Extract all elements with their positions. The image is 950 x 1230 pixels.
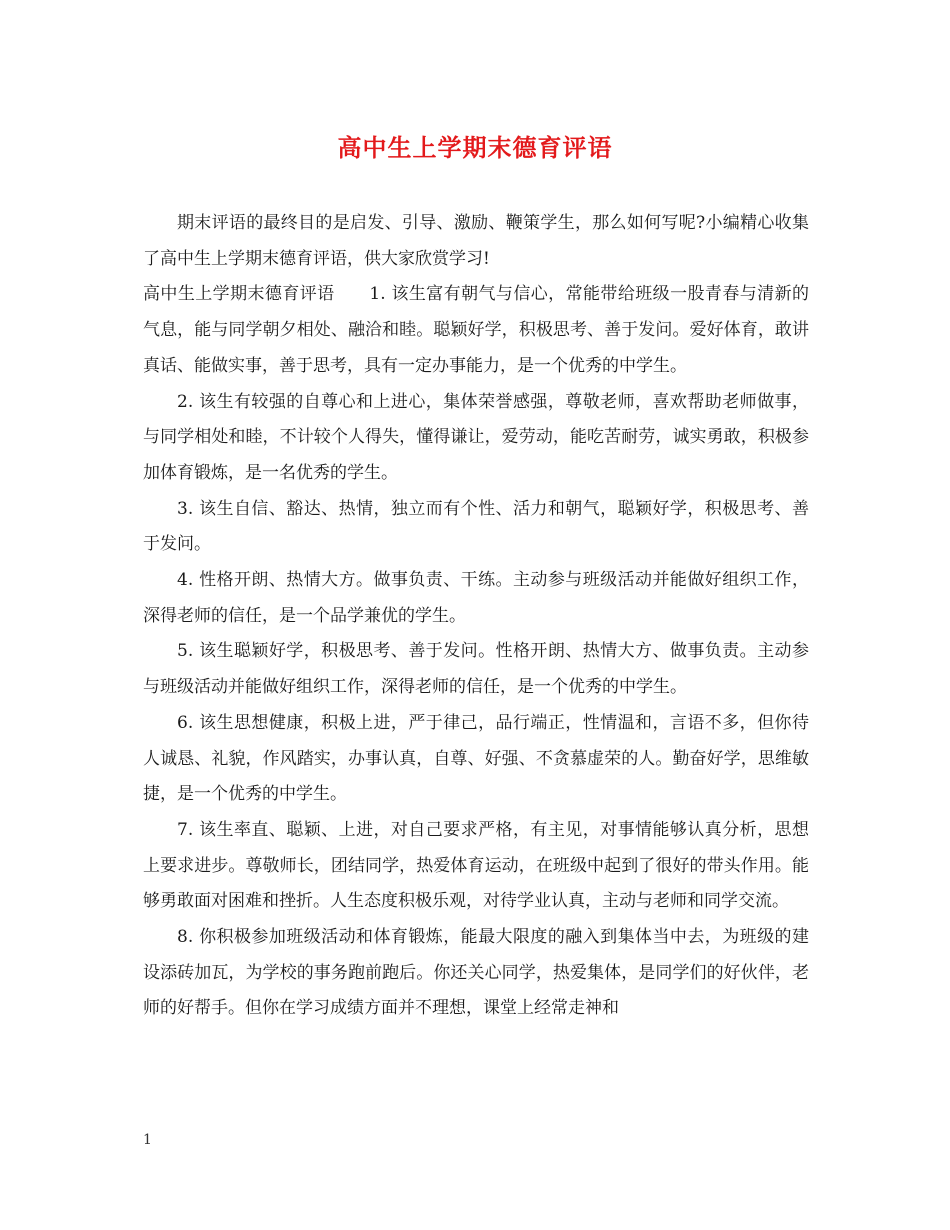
intro-paragraph: 期末评语的最终目的是启发、引导、激励、鞭策学生，那么如何写呢?小编精心收集了高中生上学期末德育评语，供大家欣赏学习! [143,213,809,269]
page-number: 1 [143,1132,152,1148]
list-item-4: 4. 性格开朗、热情大方。做事负责、干练。主动参与班级活动并能做好组织工作，深得老师的信任，是一个品学兼优的学生。 [143,570,809,626]
list-item-3: 3. 该生自信、豁达、热情，独立而有个性、活力和朝气，聪颖好学，积极思考、善于发问。 [143,498,809,555]
list-item-8: 8. 你积极参加班级活动和体育锻炼，能最大限度的融入到集体当中去，为班级的建设添砖加瓦，为学校的事务跑前跑后。你还关心同学，热爱集体，是同学们的好伙伴，老师的好帮手。但你在学习成绩方面并不理想，课堂上经常走神和 [143,927,809,1019]
list-item-6: 6. 该生思想健康，积极上进，严于律己，品行端正，性情温和，言语不多，但你待人诚恳、礼貌，作风踏实，办事认真，自尊、好强、不贪慕虚荣的人。勤奋好学，思维敏捷，是一个优秀的中学生。 [143,712,809,805]
list-item-2: 2. 该生有较强的自尊心和上进心，集体荣誉感强，尊敬老师，喜欢帮助老师做事，与同学相处和睦，不计较个人得失，懂得谦让，爱劳动，能吃苦耐劳，诚实勇敢，积极参加体育锻炼，是一名优秀的学生。 [143,391,809,483]
heading-and-item-1: 高中生上学期末德育评语 1. 该生富有朝气与信心，常能带给班级一股青春与清新的气息，能与同学朝夕相处、融洽和睦。聪颖好学，积极思考、善于发问。爱好体育，敢讲真话、能做实事，善于思考，具有一定办事能力，是一个优秀的中学生。 [143,284,809,376]
document-title: 高中生上学期末德育评语 [337,133,613,162]
list-item-5: 5. 该生聪颖好学，积极思考、善于发问。性格开朗、热情大方、做事负责。主动参与班级活动并能做好组织工作，深得老师的信任，是一个优秀的中学生。 [143,641,809,698]
document-body [143,206,809,1027]
list-item-7: 7. 该生率直、聪颖、上进，对自己要求严格，有主见，对事情能够认真分析，思想上要求进步。尊敬师长，团结同学，热爱体育运动，在班级中起到了很好的带头作用。能够勇敢面对困难和挫折。人生态度积极乐观，对待学业认真，主动与老师和同学交流。 [143,819,809,912]
